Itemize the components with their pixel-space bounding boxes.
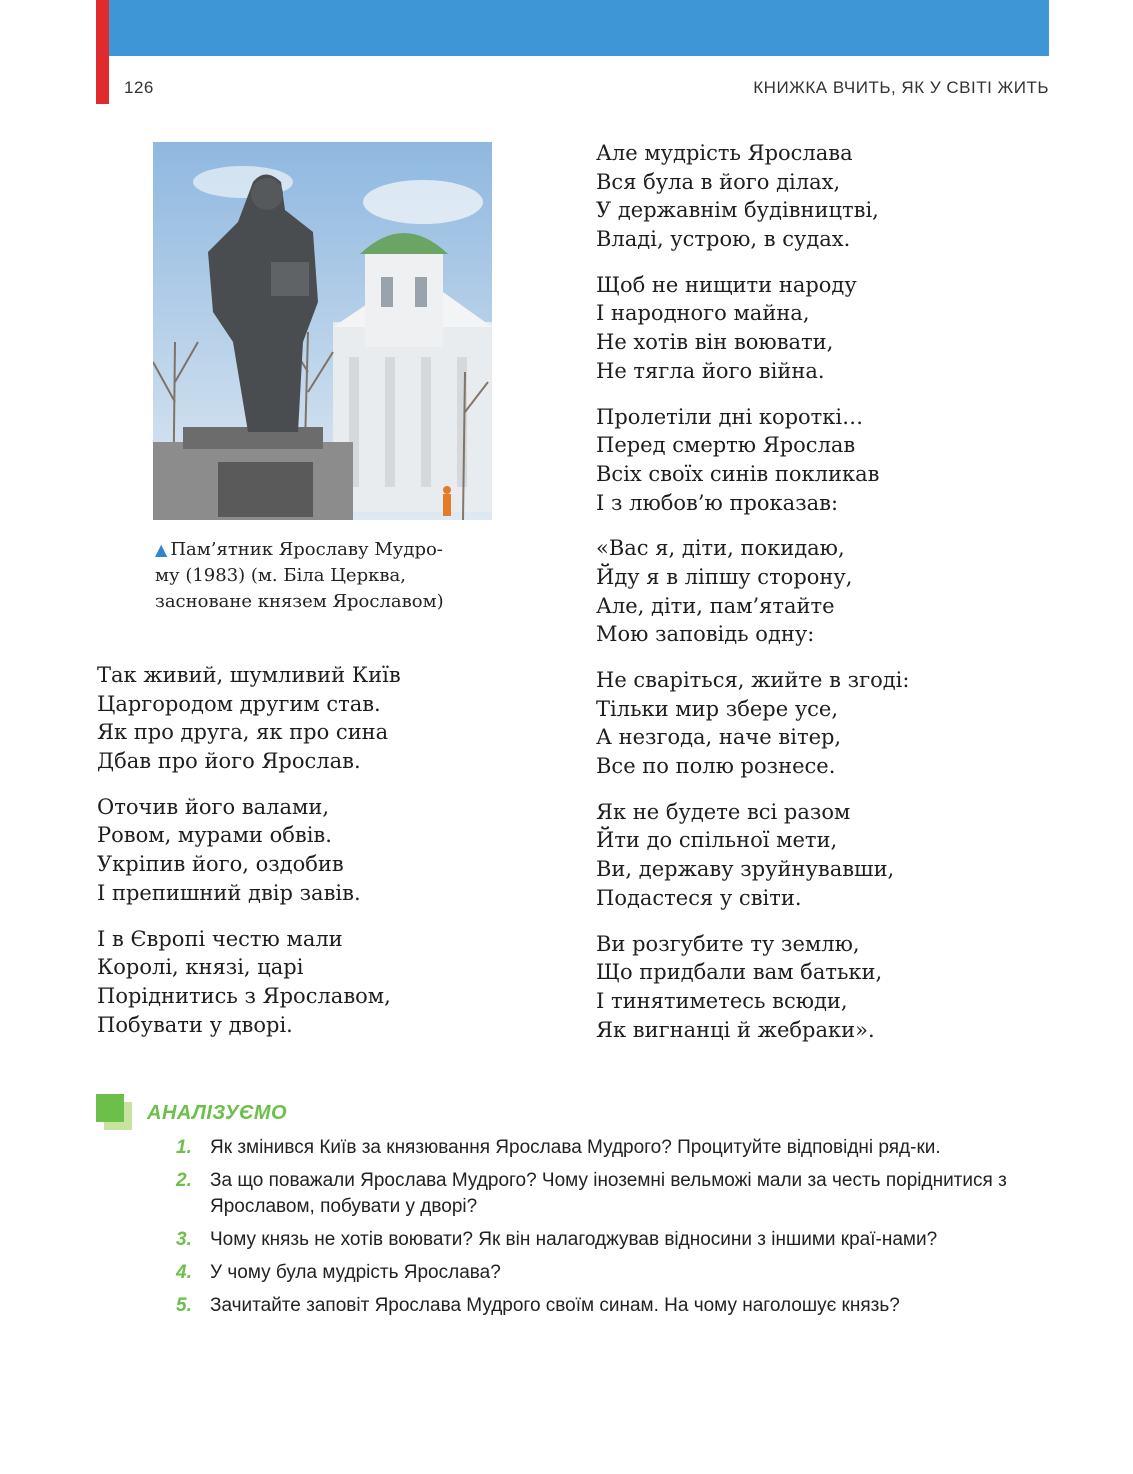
stanza: [596, 534, 909, 649]
poem-line: Як вигнанці й жебраки».: [596, 1017, 875, 1042]
caption-line-2: му (1983) (м. Біла Церква,: [155, 565, 406, 586]
poem-line: А незгода, наче вітер,: [596, 725, 842, 750]
poem-line: Тільки мир збере усе,: [596, 696, 839, 721]
poem-line: Не сваріться, жийте в згоді:: [596, 668, 910, 692]
poem-line: Мою заповідь одну:: [596, 622, 815, 647]
question-item: [176, 1168, 1050, 1220]
poem-line: Подастеся у світи.: [596, 885, 802, 910]
section-title: КНИЖКА ВЧИТЬ, ЯК У СВІТІ ЖИТЬ: [753, 78, 1049, 97]
stanza: [97, 661, 401, 776]
poem-line: Але мудрість Ярослава: [596, 141, 853, 165]
poem-line: Ви розгубите ту землю,: [596, 931, 860, 956]
question-number: 1.: [176, 1137, 192, 1158]
poem-line: І народного майна,: [596, 301, 810, 326]
monument-photo: [153, 142, 492, 520]
poem-line: Всіх своїх синів покликав: [596, 461, 880, 486]
poem-line: І в Європі честю мали: [97, 926, 343, 951]
poem-line: Не тягла його війна.: [596, 358, 825, 383]
question-item: [176, 1227, 1050, 1253]
poem-line: І з любов’ю проказав:: [596, 490, 839, 515]
poem-line: І тинятиметесь всюди,: [596, 988, 848, 1013]
poem-line: «Вас я, діти, покидаю,: [596, 536, 845, 561]
stanza: [596, 666, 909, 781]
question-number: 2.: [176, 1170, 192, 1191]
poem-line: Щоб не нищити народу: [596, 272, 857, 297]
poem-line: Як про друга, як про сина: [97, 720, 389, 745]
poem-line: Оточив його валами,: [97, 794, 330, 819]
stanza: [97, 925, 401, 1040]
caption-line-3: засноване князем Ярославом): [155, 591, 444, 612]
page-marker: [96, 0, 109, 104]
question-item: [176, 1293, 1050, 1319]
poem-line: Що придбали вам батьки,: [596, 960, 883, 985]
poem-left-column: [97, 661, 401, 1056]
question-text: Зачитайте заповіт Ярослава Мудрого своїм синам. На чому наголошує князь?: [210, 1295, 900, 1316]
analysis-section-icon: [96, 1094, 134, 1130]
poem-line: І препишний двір завів.: [97, 880, 361, 905]
poem-line: Ви, державу зруйнувавши,: [596, 857, 895, 882]
poem-line: Як не будете всі разом: [596, 799, 851, 824]
question-number: 4.: [176, 1262, 192, 1283]
stanza: [596, 930, 909, 1045]
stanza: [596, 798, 909, 913]
poem-line: У державнім будівництві,: [596, 198, 879, 223]
poem-line: Пролетіли дні короткі…: [596, 404, 864, 429]
poem-line: Царгородом другим став.: [97, 691, 381, 716]
poem-line: Владі, устрою, в судах.: [596, 227, 851, 252]
page-number: 126: [124, 78, 154, 97]
poem-line: Поріднитись з Ярославом,: [97, 983, 391, 1008]
question-item: [176, 1135, 1050, 1161]
poem-line: Не хотів він воювати,: [596, 330, 834, 355]
question-text: За що поважали Ярослава Мудрого? Чому іноземні вельможі мали за честь поріднитися з Ярославом, побувати у дворі?: [210, 1170, 1007, 1217]
question-number: 3.: [176, 1229, 192, 1250]
poem-line: Перед смертю Ярослав: [596, 433, 856, 458]
analysis-title: АНАЛІЗУЄМО: [147, 1102, 288, 1124]
question-text: У чому була мудрість Ярослава?: [210, 1262, 501, 1283]
question-text: Як змінився Київ за князювання Ярослава Мудрого? Процитуйте відповідні ряд-ки.: [210, 1137, 941, 1158]
poem-line: Королі, князі, царі: [97, 955, 304, 980]
poem-line: Так живий, шумливий Київ: [97, 663, 401, 687]
poem-line: Ровом, мурами обвів.: [97, 823, 332, 848]
caption-line-1: ▲ Пам’ятник Ярославу Мудро-: [155, 539, 443, 560]
poem-line: Вся була в його ділах,: [596, 169, 841, 194]
poem-line: Все по полю рознесе.: [596, 754, 836, 779]
header-bar: [96, 0, 1049, 56]
question-item: [176, 1260, 1050, 1286]
question-text: Чому князь не хотів воювати? Як він налагоджував відносини з іншими краї-нами?: [210, 1229, 938, 1250]
triangle-up-icon: ▲: [155, 540, 168, 559]
poem-line: Укріпив його, оздобив: [97, 852, 344, 877]
stanza: [97, 793, 401, 908]
poem-line: Дбав про його Ярослав.: [97, 749, 361, 774]
poem-line: Побувати у дворі.: [97, 1012, 293, 1037]
question-number: 5.: [176, 1295, 192, 1316]
stanza: [596, 271, 909, 386]
stanza: [596, 139, 909, 254]
stanza: [596, 403, 909, 518]
poem-line: Але, діти, пам’ятайте: [596, 593, 835, 618]
poem-line: Йти до спільної мети,: [596, 828, 838, 853]
question-list: [176, 1135, 1050, 1326]
photo-caption: [155, 537, 500, 615]
poem-line: Йду я в ліпшу сторону,: [596, 564, 853, 589]
poem-right-column: [596, 139, 909, 1061]
